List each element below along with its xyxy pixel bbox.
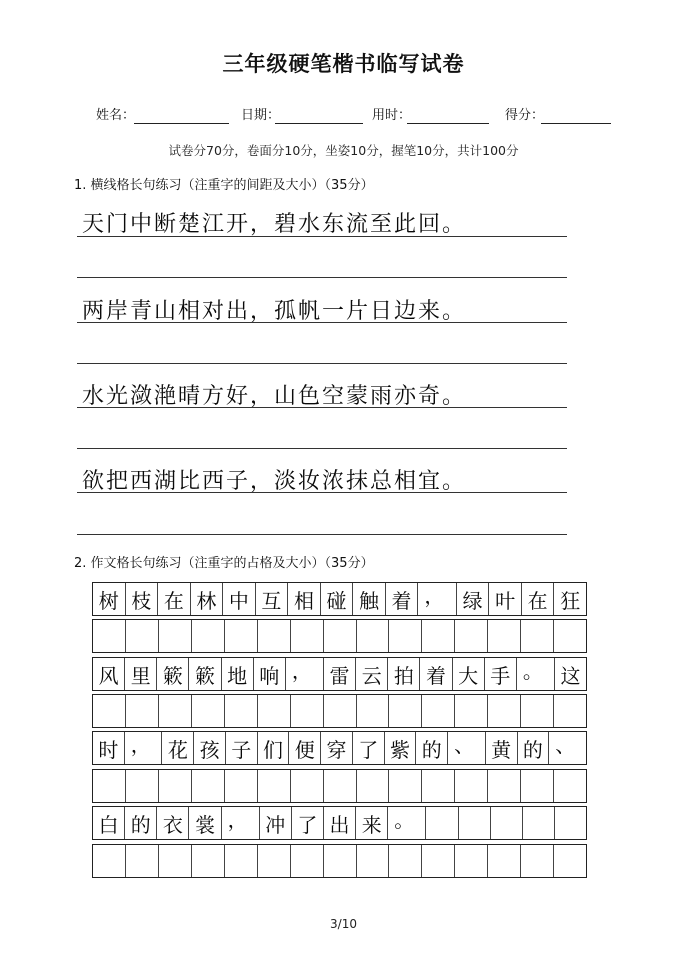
grid-cell-model: 的: [416, 732, 448, 764]
writing-line: [77, 492, 567, 493]
grid-cell-practice[interactable]: [389, 845, 422, 877]
grid-cell-model: 这: [560, 663, 581, 688]
grid-cell-practice[interactable]: [324, 620, 357, 652]
grid-cell-practice[interactable]: [488, 620, 521, 652]
grid-cell-practice[interactable]: [554, 845, 586, 877]
grid-cell-model: 、: [448, 732, 486, 764]
copy-line: 欲把西湖比西子，淡妆浓抹总相宜。: [82, 469, 467, 494]
grid-cell-model: 树: [93, 583, 126, 615]
grid-cell-model: 时: [93, 732, 125, 764]
grid-cell-practice[interactable]: [291, 620, 324, 652]
grid-cell-practice[interactable]: [488, 845, 521, 877]
grid-cell-model: 紫: [385, 732, 417, 764]
grid-cell-practice[interactable]: [93, 695, 126, 727]
grid-cell-practice[interactable]: [324, 770, 357, 802]
grid-cell-model: 。: [388, 807, 426, 839]
grid-cell-model: 。: [517, 658, 555, 690]
page-title: 三年级硬笔楷书临写试卷: [222, 52, 465, 76]
grid-cell-model: 云: [356, 658, 388, 690]
grid-cell-model: 在: [158, 583, 191, 615]
grid-cell-practice[interactable]: [455, 845, 488, 877]
grid-cell-practice[interactable]: [291, 695, 324, 727]
writing-line[interactable]: [77, 277, 567, 278]
grid-cell-model: 簌: [157, 658, 189, 690]
grid-cell-practice[interactable]: [357, 620, 390, 652]
grid-cell-practice[interactable]: [357, 770, 390, 802]
grid-cell-model: ，: [222, 807, 260, 839]
copy-line: 天门中断楚江开，碧水东流至此回。: [82, 212, 467, 237]
grid-cell-practice[interactable]: [159, 770, 192, 802]
grid-cell-practice[interactable]: [126, 845, 159, 877]
time-label: 用时：: [372, 108, 412, 123]
grid-cell-model: ，: [125, 732, 163, 764]
grid-cell-practice[interactable]: [126, 770, 159, 802]
grid-cell-practice[interactable]: [455, 620, 488, 652]
grid-cell-model: 衣: [157, 807, 189, 839]
grid-cell-model: 黄: [486, 732, 518, 764]
grid-row-practice: [92, 694, 587, 728]
grid-cell-practice[interactable]: [422, 620, 455, 652]
grid-cell-model: 里: [125, 658, 157, 690]
grid-cell-practice[interactable]: [93, 770, 126, 802]
section1-heading: 1. 横线格长句练习（注重字的间距及大小）（35分）: [74, 178, 374, 193]
grid-cell-practice[interactable]: [225, 620, 258, 652]
grid-cell-model: 着: [386, 583, 419, 615]
grid-row-model: [92, 657, 587, 691]
grid-cell-model: 冲: [260, 807, 292, 839]
grid-cell-model: 们: [258, 732, 290, 764]
grid-row-model: [92, 582, 587, 616]
grid-cell-practice[interactable]: [159, 845, 192, 877]
writing-line[interactable]: [77, 534, 567, 535]
grid-cell-practice[interactable]: [357, 845, 390, 877]
grid-cell-model: 大: [453, 658, 485, 690]
grid-cell-model: [523, 807, 555, 839]
grid-cell-model: [491, 807, 523, 839]
grid-cell-practice[interactable]: [93, 845, 126, 877]
grid-cell-practice[interactable]: [159, 620, 192, 652]
grid-cell-model: 出: [324, 807, 356, 839]
copy-line: 两岸青山相对出，孤帆一片日边来。: [82, 299, 467, 324]
grid-cell-practice[interactable]: [554, 695, 586, 727]
grid-cell-model: 枝: [126, 583, 159, 615]
grid-row-model: [92, 731, 587, 765]
grid-cell-practice[interactable]: [324, 845, 357, 877]
grid-cell-practice[interactable]: [324, 695, 357, 727]
grid-cell-practice[interactable]: [192, 770, 225, 802]
grid-cell-practice[interactable]: [521, 695, 554, 727]
grid-cell-model: 的: [518, 732, 550, 764]
grid-cell-practice[interactable]: [389, 770, 422, 802]
grid-row-practice: [92, 769, 587, 803]
grid-cell-practice[interactable]: [422, 695, 455, 727]
grid-cell-model: [555, 807, 586, 839]
grid-cell-practice[interactable]: [422, 770, 455, 802]
grid-cell-practice[interactable]: [291, 845, 324, 877]
score-blank[interactable]: [541, 123, 611, 124]
grid-cell-practice[interactable]: [258, 695, 291, 727]
grid-cell-model: 叶: [489, 583, 522, 615]
grid-cell-model: 来: [356, 807, 388, 839]
grid-cell-model: 了: [292, 807, 324, 839]
grid-cell-model: 中: [223, 583, 256, 615]
grid-cell-model: 簌: [189, 658, 221, 690]
grid-cell-practice[interactable]: [126, 695, 159, 727]
grid-cell-practice[interactable]: [455, 770, 488, 802]
grid-cell-model: 雷: [324, 658, 356, 690]
grid-cell-practice[interactable]: [159, 695, 192, 727]
copy-line: 水光潋滟晴方好，山色空蒙雨亦奇。: [82, 384, 467, 409]
section2-heading: 2. 作文格长句练习（注重字的占格及大小）（35分）: [74, 556, 374, 571]
grid-cell-model: 林: [191, 583, 224, 615]
grid-cell-practice[interactable]: [225, 695, 258, 727]
grid-row-practice: [92, 619, 587, 653]
grid-cell-model: 白: [93, 807, 125, 839]
grid-cell-practice[interactable]: [554, 620, 586, 652]
grid-cell-practice[interactable]: [126, 620, 159, 652]
grid-row-practice: [92, 844, 587, 878]
grid-cell-practice[interactable]: [389, 620, 422, 652]
grid-cell-model: 的: [125, 807, 157, 839]
grid-cell-model: 相: [288, 583, 321, 615]
grid-cell-practice[interactable]: [192, 620, 225, 652]
grid-cell-model: 穿: [321, 732, 353, 764]
writing-line: [77, 407, 567, 408]
scoring-note: 试卷分70分，卷面分10分，坐姿10分，握笔10分，共计100分: [168, 143, 519, 158]
grid-cell-practice[interactable]: [258, 845, 291, 877]
grid-cell-model: 狂: [560, 588, 581, 613]
grid-cell-model: 地: [222, 658, 254, 690]
grid-cell-model: 便: [289, 732, 321, 764]
grid-cell-model: 触: [353, 583, 386, 615]
time-blank[interactable]: [407, 123, 489, 124]
writing-line: [77, 322, 567, 323]
grid-cell-practice[interactable]: [192, 845, 225, 877]
grid-cell-model: 着: [420, 658, 452, 690]
grid-cell-model: 、: [555, 733, 576, 757]
grid-cell-practice[interactable]: [488, 695, 521, 727]
grid-cell-practice[interactable]: [488, 770, 521, 802]
grid-cell-model: 花: [162, 732, 194, 764]
writing-line: [77, 236, 567, 237]
grid-cell-model: 孩: [194, 732, 226, 764]
grid-cell-model: ，: [418, 583, 457, 615]
grid-cell-model: 了: [353, 732, 385, 764]
grid-cell-model: 绿: [457, 583, 490, 615]
grid-cell-practice[interactable]: [192, 695, 225, 727]
grid-cell-model: 在: [522, 583, 555, 615]
grid-cell-model: ，: [286, 658, 324, 690]
grid-cell-model: 子: [226, 732, 258, 764]
grid-cell-practice[interactable]: [521, 845, 554, 877]
grid-cell-practice[interactable]: [422, 845, 455, 877]
grid-cell-practice[interactable]: [521, 620, 554, 652]
page-number: 3/10: [330, 917, 357, 931]
grid-cell-model: 碰: [321, 583, 354, 615]
date-blank[interactable]: [275, 123, 363, 124]
grid-cell-practice[interactable]: [258, 770, 291, 802]
grid-cell-model: 裳: [189, 807, 221, 839]
name-label: 姓名：: [96, 108, 136, 123]
grid-cell-model: 拍: [388, 658, 420, 690]
writing-line[interactable]: [77, 448, 567, 449]
grid-cell-practice[interactable]: [455, 695, 488, 727]
name-blank[interactable]: [134, 123, 229, 124]
grid-cell-model: 风: [93, 658, 125, 690]
grid-row-model: [92, 806, 587, 840]
grid-cell-model: [459, 807, 491, 839]
grid-cell-model: 手: [485, 658, 517, 690]
score-label: 得分：: [505, 108, 545, 123]
grid-cell-model: 互: [256, 583, 289, 615]
grid-cell-practice[interactable]: [258, 620, 291, 652]
grid-cell-practice[interactable]: [389, 695, 422, 727]
writing-line[interactable]: [77, 363, 567, 364]
grid-cell-practice[interactable]: [521, 770, 554, 802]
grid-cell-model: [426, 807, 458, 839]
grid-cell-practice[interactable]: [93, 620, 126, 652]
grid-cell-practice[interactable]: [554, 770, 586, 802]
grid-cell-practice[interactable]: [225, 770, 258, 802]
grid-cell-practice[interactable]: [225, 845, 258, 877]
grid-cell-practice[interactable]: [357, 695, 390, 727]
grid-cell-practice[interactable]: [291, 770, 324, 802]
info-row: [0, 104, 687, 128]
grid-cell-model: 响: [254, 658, 286, 690]
date-label: 日期：: [241, 108, 281, 123]
